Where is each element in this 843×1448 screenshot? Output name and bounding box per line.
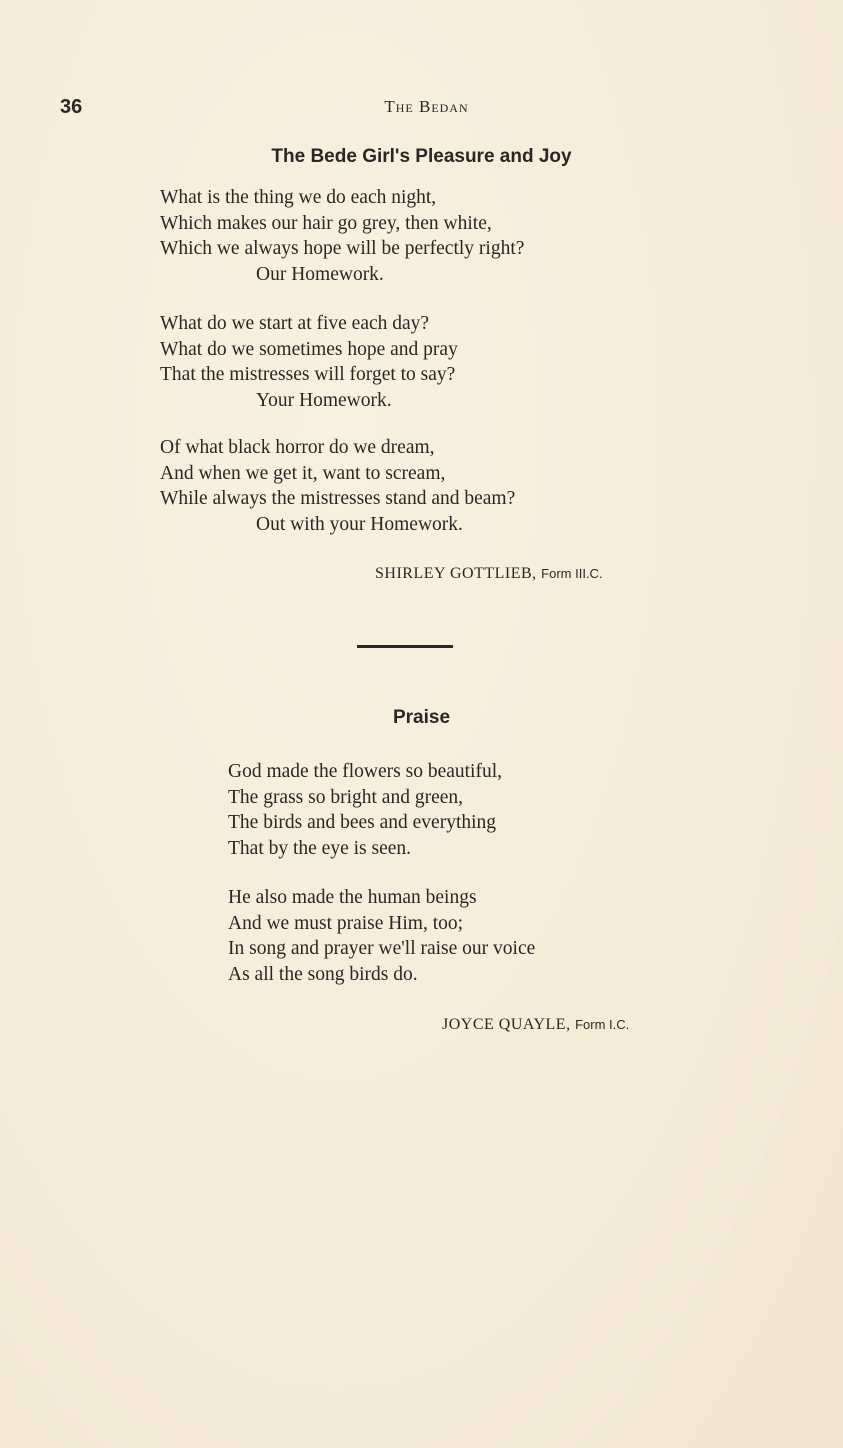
page-number: 36 <box>60 96 83 118</box>
poem-refrain: Out with your Homework. <box>256 513 463 535</box>
poem-line: In song and prayer we'll raise our voice <box>228 938 536 959</box>
author-name: JOYCE QUAYLE, <box>442 1016 571 1033</box>
poem-stanza <box>228 759 502 861</box>
poem-line: And when we get it, want to scream, <box>160 462 446 484</box>
poem-title: The Bede Girl's Pleasure and Joy <box>271 146 572 167</box>
poem-stanza <box>160 435 515 537</box>
poem-byline <box>442 1016 629 1034</box>
poem-stanza <box>160 311 458 413</box>
poem-line: While always the mistresses stand and beam? <box>160 488 516 509</box>
poem-line: God made the flowers so beautiful, <box>228 761 503 782</box>
poem-line: As all the song birds do. <box>228 963 418 985</box>
section-divider <box>357 645 453 648</box>
poem-line: What is the thing we do each night, <box>160 187 437 208</box>
author-form: Form III.C. <box>541 566 603 581</box>
author-name: SHIRLEY GOTTLIEB, <box>375 565 537 582</box>
poem-line: The grass so bright and green, <box>228 786 464 808</box>
poem-line: And we must praise Him, too; <box>228 912 464 934</box>
poem-byline <box>375 565 603 583</box>
poem-line: Of what black horror do we dream, <box>160 437 435 458</box>
poem-line: Which makes our hair go grey, then white, <box>160 212 492 234</box>
poem-refrain: Your Homework. <box>256 389 392 411</box>
poem-stanza <box>228 885 535 987</box>
poem-line: Which we always hope will be perfectly right? <box>160 238 525 259</box>
poem-stanza <box>160 185 524 287</box>
poem-line: That by the eye is seen. <box>228 837 412 859</box>
poem-line: That the mistresses will forget to say? <box>160 364 456 385</box>
poem-title: Praise <box>392 707 451 728</box>
author-form: Form I.C. <box>575 1017 630 1032</box>
poem-line: What do we start at five each day? <box>160 313 430 334</box>
poem-line: He also made the human beings <box>228 887 477 908</box>
poem-line: What do we sometimes hope and pray <box>160 338 458 360</box>
running-head: The Bedan <box>384 97 469 116</box>
poem-refrain: Our Homework. <box>256 263 384 285</box>
poem-line: The birds and bees and everything <box>228 812 497 833</box>
